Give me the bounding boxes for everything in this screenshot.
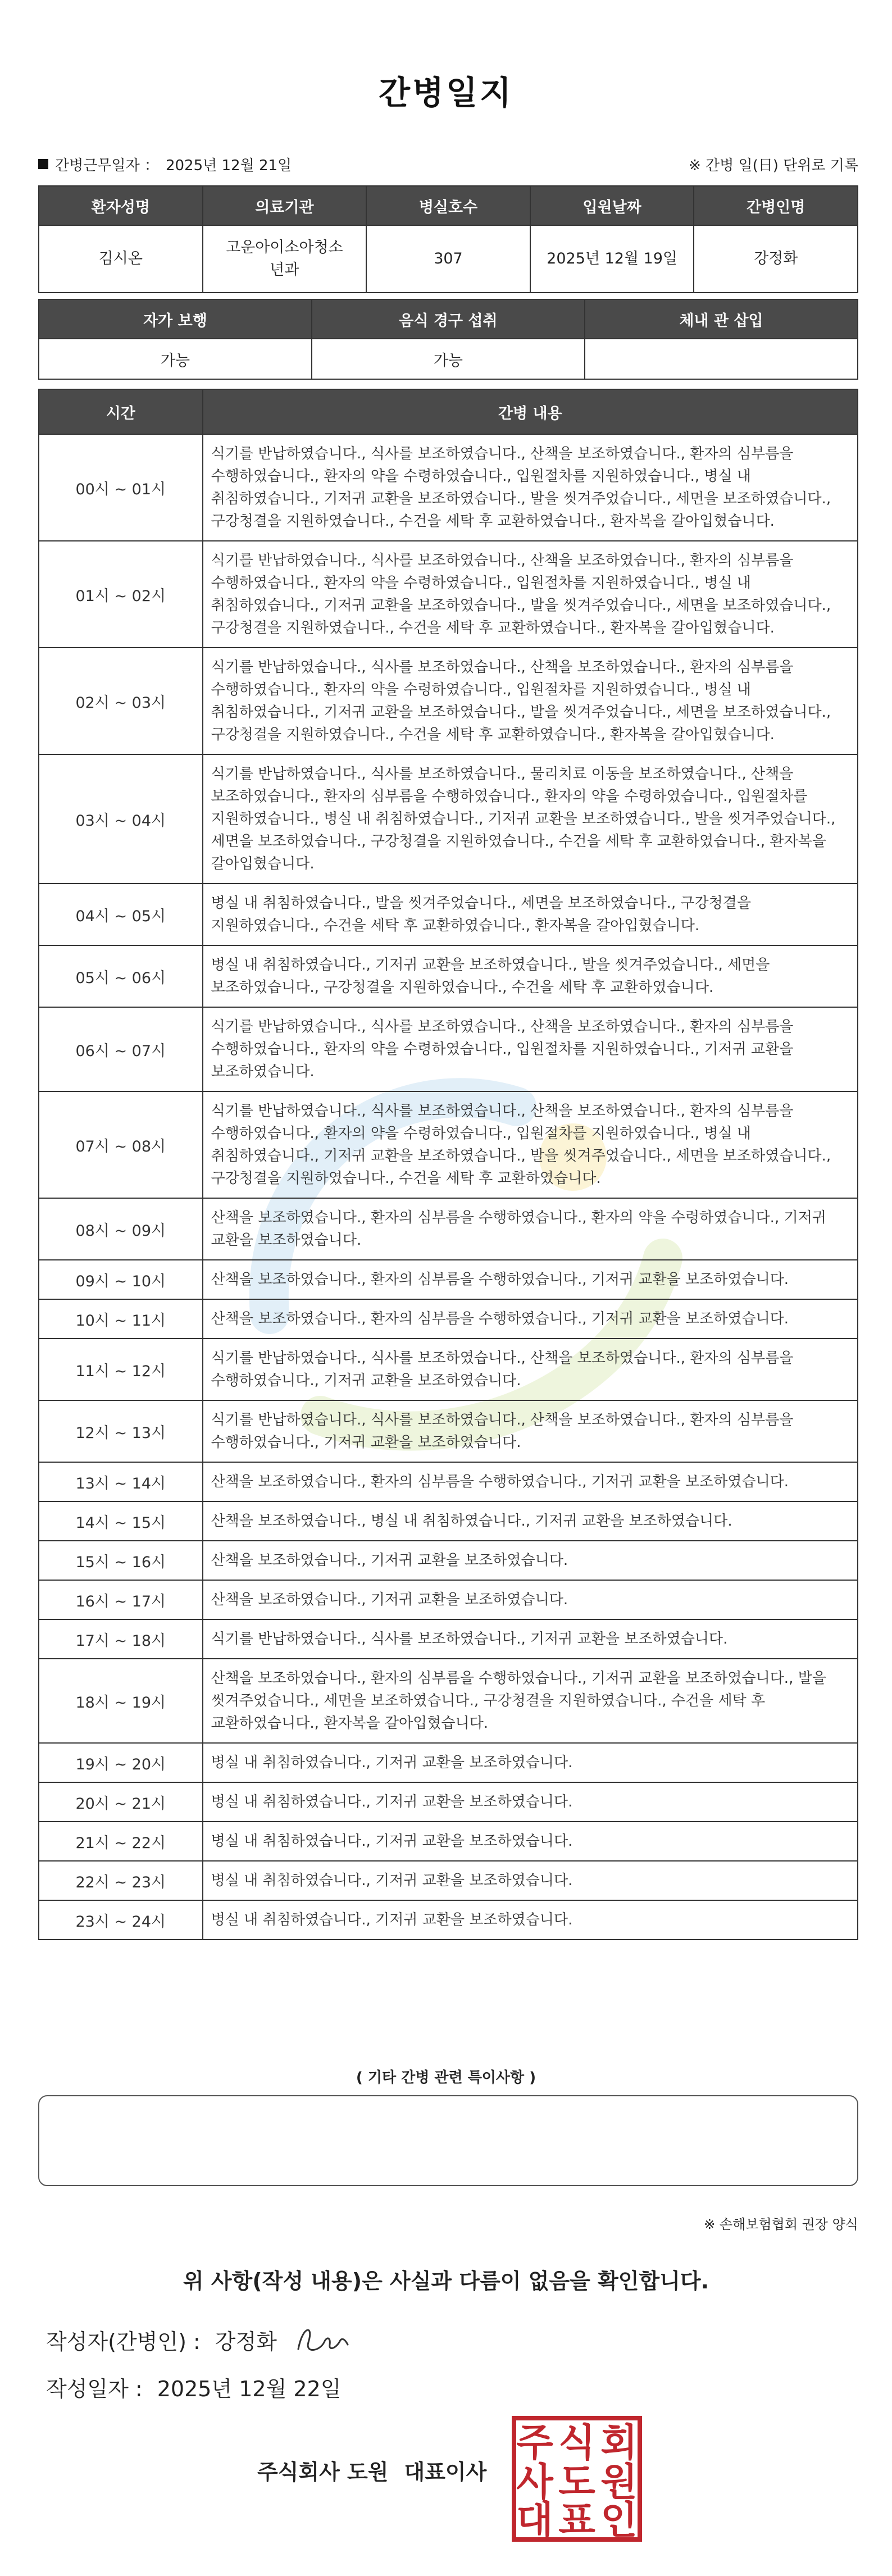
- log-row-time: 04시 ~ 05시: [39, 884, 203, 945]
- log-row-time: 08시 ~ 09시: [39, 1198, 203, 1260]
- log-row-content: 병실 내 취침하였습니다., 기저귀 교환을 보조하였습니다.: [203, 1743, 858, 1782]
- oral-intake-value: 가능: [312, 339, 585, 379]
- header-tube-insertion: 체내 관 삽입: [585, 299, 858, 339]
- patient-name: 김시온: [39, 225, 203, 293]
- log-row-time: 00시 ~ 01시: [39, 434, 203, 541]
- unit-note: ※ 간병 일(日) 단위로 기록: [688, 157, 858, 174]
- header-patient-name: 환자성명: [39, 186, 203, 225]
- patient-info-table: [38, 185, 858, 293]
- company-title: 대표이사: [404, 2460, 487, 2484]
- header-self-walking: 자가 보행: [39, 299, 312, 339]
- log-row-content: 식기를 반납하였습니다., 식사를 보조하였습니다., 산책을 보조하였습니다., 환자의 심부름을 수행하였습니다., 환자의 약을 수령하였습니다., 입원절차를 지원하였습니다., 병실 내 취침하였습니다., 기저귀 교환을 보조하였습니다., 발을 씻겨주었습니다., 세면을 보조하였습니다., 구강청결을 지원하였습니다., 수건을 세탁 후 교환하였습니다., 환자복을 갈아입혔습니다.: [203, 541, 858, 648]
- square-bullet-icon: [38, 159, 48, 169]
- log-row-content: 산책을 보조하였습니다., 환자의 심부름을 수행하였습니다., 환자의 약을 수령하였습니다., 기저귀 교환을 보조하였습니다.: [203, 1198, 858, 1260]
- header-admission-date: 입원날짜: [530, 186, 694, 225]
- log-row: [39, 1782, 858, 1822]
- log-row-content: 병실 내 취침하였습니다., 기저귀 교환을 보조하였습니다.: [203, 1900, 858, 1940]
- log-row-content: 식기를 반납하였습니다., 식사를 보조하였습니다., 산책을 보조하였습니다., 환자의 심부름을 수행하였습니다., 환자의 약을 수령하였습니다., 입원절차를 지원하였습니다., 병실 내 취침하였습니다., 기저귀 교환을 보조하였습니다., 발을 씻겨주었습니다., 세면을 보조하였습니다., 구강청결을 지원하였습니다., 수건을 세탁 후 교환하였습니다.: [203, 1091, 858, 1198]
- log-row-time: 14시 ~ 15시: [39, 1501, 203, 1541]
- log-row-content: 병실 내 취침하였습니다., 발을 씻겨주었습니다., 세면을 보조하였습니다., 구강청결을 지원하였습니다., 수건을 세탁 후 교환하였습니다., 환자복을 갈아입혔습니다.: [203, 884, 858, 945]
- work-date-value: 2025년 12월 21일: [165, 157, 292, 174]
- log-row: [39, 1580, 858, 1619]
- header-oral-intake: 음식 경구 섭취: [312, 299, 585, 339]
- log-row-time: 06시 ~ 07시: [39, 1007, 203, 1091]
- log-row: [39, 1659, 858, 1743]
- log-row-time: 18시 ~ 19시: [39, 1659, 203, 1743]
- log-row-content: 식기를 반납하였습니다., 식사를 보조하였습니다., 산책을 보조하였습니다., 환자의 심부름을 수행하였습니다., 환자의 약을 수령하였습니다., 입원절차를 지원하였습니다., 기저귀 교환을 보조하였습니다.: [203, 1007, 858, 1091]
- svg-text:표: 표: [558, 2498, 595, 2542]
- patient-info-value-row: [39, 225, 858, 293]
- log-row-time: 22시 ~ 23시: [39, 1861, 203, 1900]
- care-log-header-row: [39, 389, 858, 434]
- handwritten-signature-icon: [292, 2320, 353, 2359]
- log-row-content: 산책을 보조하였습니다., 환자의 심부름을 수행하였습니다., 기저귀 교환을 보조하였습니다., 발을 씻겨주었습니다., 세면을 보조하였습니다., 구강청결을 지원하였습니다., 수건을 세탁 후 교환하였습니다., 환자복을 갈아입혔습니다.: [203, 1659, 858, 1743]
- log-row: [39, 1299, 858, 1339]
- header-caregiver-name: 간병인명: [694, 186, 858, 225]
- log-row: [39, 1339, 858, 1400]
- log-row-time: 16시 ~ 17시: [39, 1580, 203, 1619]
- svg-text:주: 주: [516, 2420, 553, 2465]
- written-date-value: 2025년 12월 22일: [157, 2377, 342, 2401]
- log-row-time: 07시 ~ 08시: [39, 1091, 203, 1198]
- svg-text:대: 대: [516, 2498, 553, 2542]
- log-row: [39, 945, 858, 1007]
- log-row-content: 산책을 보조하였습니다., 환자의 심부름을 수행하였습니다., 기저귀 교환을 보조하였습니다.: [203, 1462, 858, 1501]
- svg-text:사: 사: [516, 2460, 553, 2505]
- self-walking-value: 가능: [39, 339, 312, 379]
- log-row-time: 05시 ~ 06시: [39, 945, 203, 1007]
- remarks-box: [38, 2095, 858, 2186]
- log-row-time: 13시 ~ 14시: [39, 1462, 203, 1501]
- log-row-time: 03시 ~ 04시: [39, 754, 203, 884]
- header-care-content: 간병 내용: [203, 389, 858, 434]
- log-row-time: 23시 ~ 24시: [39, 1900, 203, 1940]
- log-row: [39, 1462, 858, 1501]
- log-row-content: 산책을 보조하였습니다., 기저귀 교환을 보조하였습니다.: [203, 1580, 858, 1619]
- work-date: [38, 154, 292, 175]
- admission-date: 2025년 12월 19일: [530, 225, 694, 293]
- log-row: [39, 541, 858, 648]
- written-date-line: [46, 2372, 341, 2402]
- log-row-content: 식기를 반납하였습니다., 식사를 보조하였습니다., 기저귀 교환을 보조하였습니다.: [203, 1619, 858, 1659]
- svg-text:회: 회: [600, 2420, 638, 2465]
- log-row-content: 산책을 보조하였습니다., 병실 내 취침하였습니다., 기저귀 교환을 보조하였습니다.: [203, 1501, 858, 1541]
- log-row-content: 산책을 보조하였습니다., 환자의 심부름을 수행하였습니다., 기저귀 교환을 보조하였습니다.: [203, 1260, 858, 1299]
- log-row: [39, 1260, 858, 1299]
- log-row: [39, 1822, 858, 1861]
- page-title: 간병일지: [378, 74, 514, 112]
- log-row-time: 09시 ~ 10시: [39, 1260, 203, 1299]
- svg-text:도: 도: [558, 2460, 595, 2505]
- log-row: [39, 1198, 858, 1260]
- log-row: [39, 1501, 858, 1541]
- log-row-content: 식기를 반납하였습니다., 식사를 보조하였습니다., 산책을 보조하였습니다., 환자의 심부름을 수행하였습니다., 환자의 약을 수령하였습니다., 입원절차를 지원하였습니다., 병실 내 취침하였습니다., 기저귀 교환을 보조하였습니다., 발을 씻겨주었습니다., 세면을 보조하였습니다., 구강청결을 지원하였습니다., 수건을 세탁 후 교환하였습니다., 환자복을 갈아입혔습니다.: [203, 434, 858, 541]
- header-time: 시간: [39, 389, 203, 434]
- confirmation-statement: 위 사항(작성 내용)은 사실과 다름이 없음을 확인합니다.: [183, 2269, 709, 2293]
- log-row-time: 12시 ~ 13시: [39, 1400, 203, 1462]
- log-row: [39, 1743, 858, 1782]
- log-row: [39, 1007, 858, 1091]
- log-row-content: 산책을 보조하였습니다., 기저귀 교환을 보조하였습니다.: [203, 1541, 858, 1580]
- company-line: [257, 2455, 486, 2486]
- log-row-content: 식기를 반납하였습니다., 식사를 보조하였습니다., 산책을 보조하였습니다., 환자의 심부름을 수행하였습니다., 환자의 약을 수령하였습니다., 입원절차를 지원하였습니다., 병실 내 취침하였습니다., 기저귀 교환을 보조하였습니다., 발을 씻겨주었습니다., 세면을 보조하였습니다., 구강청결을 지원하였습니다., 수건을 세탁 후 교환하였습니다., 환자복을 갈아입혔습니다.: [203, 648, 858, 754]
- company-name: 주식회사 도원: [257, 2460, 389, 2484]
- care-log-table: [38, 389, 858, 1940]
- log-row-content: 병실 내 취침하였습니다., 기저귀 교환을 보조하였습니다., 발을 씻겨주었습니다., 세면을 보조하였습니다., 구강청결을 지원하였습니다., 수건을 세탁 후 교환하였습니다.: [203, 945, 858, 1007]
- svg-text:식: 식: [558, 2420, 595, 2465]
- form-footnote: ※ 손해보험협회 권장 양식: [704, 2217, 858, 2232]
- remarks-title: ( 기타 간병 관련 특이사항 ): [356, 2069, 536, 2086]
- ability-table: [38, 299, 858, 380]
- work-date-label: 간병근무일자 ：: [55, 157, 159, 174]
- log-row-time: 19시 ~ 20시: [39, 1743, 203, 1782]
- room-number: 307: [366, 225, 530, 293]
- log-row: [39, 1400, 858, 1462]
- log-row-content: 식기를 반납하였습니다., 식사를 보조하였습니다., 산책을 보조하였습니다., 환자의 심부름을 수행하였습니다., 기저귀 교환을 보조하였습니다.: [203, 1400, 858, 1462]
- caregiver-name: 강정화: [694, 225, 858, 293]
- log-row: [39, 1900, 858, 1940]
- log-row-time: 02시 ~ 03시: [39, 648, 203, 754]
- log-row: [39, 1861, 858, 1900]
- log-row-time: 17시 ~ 18시: [39, 1619, 203, 1659]
- writer-name: 강정화: [215, 2329, 277, 2354]
- ability-value-row: [39, 339, 858, 379]
- written-date-label: 작성일자 :: [46, 2377, 143, 2401]
- svg-text:원: 원: [600, 2460, 638, 2505]
- log-row-time: 21시 ~ 22시: [39, 1822, 203, 1861]
- log-row-time: 01시 ~ 02시: [39, 541, 203, 648]
- log-row-time: 11시 ~ 12시: [39, 1339, 203, 1400]
- header-institution: 의료기관: [203, 186, 367, 225]
- log-row-time: 10시 ~ 11시: [39, 1299, 203, 1339]
- log-row: [39, 434, 858, 541]
- company-seal-icon: [511, 2415, 643, 2542]
- log-row-content: 산책을 보조하였습니다., 환자의 심부름을 수행하였습니다., 기저귀 교환을 보조하였습니다.: [203, 1299, 858, 1339]
- log-row: [39, 648, 858, 754]
- writer-line: [46, 2320, 353, 2359]
- log-row: [39, 1541, 858, 1580]
- header-room-number: 병실호수: [366, 186, 530, 225]
- meta-row: [38, 153, 858, 175]
- log-row: [39, 1091, 858, 1198]
- log-row-content: 병실 내 취침하였습니다., 기저귀 교환을 보조하였습니다.: [203, 1782, 858, 1822]
- patient-info-header-row: [39, 186, 858, 225]
- tube-insertion-value: [585, 339, 858, 379]
- institution: 고운아이소아청소년과: [203, 225, 367, 293]
- log-row-time: 15시 ~ 16시: [39, 1541, 203, 1580]
- care-log-body: [39, 434, 858, 1940]
- log-row: [39, 884, 858, 945]
- writer-label: 작성자(간병인) :: [46, 2329, 201, 2354]
- log-row-content: 식기를 반납하였습니다., 식사를 보조하였습니다., 물리치료 이동을 보조하였습니다., 산책을 보조하였습니다., 환자의 심부름을 수행하였습니다., 환자의 약을 수령하였습니다., 입원절차를 지원하였습니다., 병실 내 취침하였습니다., 기저귀 교환을 보조하였습니다., 발을 씻겨주었습니다., 세면을 보조하였습니다., 구강청결을 지원하였습니다., 수건을 세탁 후 교환하였습니다., 환자복을 갈아입혔습니다.: [203, 754, 858, 884]
- log-row-content: 병실 내 취침하였습니다., 기저귀 교환을 보조하였습니다.: [203, 1861, 858, 1900]
- log-row-content: 식기를 반납하였습니다., 식사를 보조하였습니다., 산책을 보조하였습니다., 환자의 심부름을 수행하였습니다., 기저귀 교환을 보조하였습니다.: [203, 1339, 858, 1400]
- log-row: [39, 754, 858, 884]
- log-row-content: 병실 내 취침하였습니다., 기저귀 교환을 보조하였습니다.: [203, 1822, 858, 1861]
- svg-text:인: 인: [600, 2498, 638, 2542]
- log-row-time: 20시 ~ 21시: [39, 1782, 203, 1822]
- log-row: [39, 1619, 858, 1659]
- ability-header-row: [39, 299, 858, 339]
